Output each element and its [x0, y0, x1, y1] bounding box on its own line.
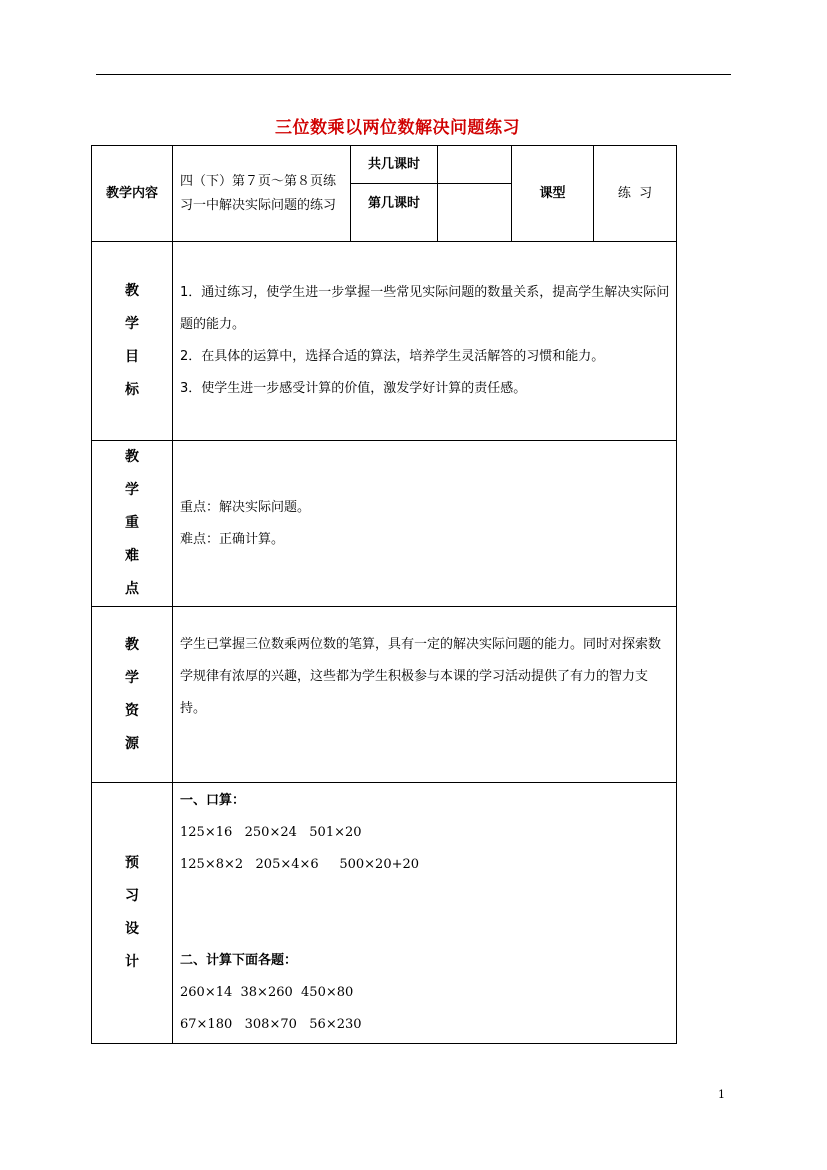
objective-item: 2．在具体的运算中，选择合适的算法，培养学生灵活解答的习惯和能力。 — [180, 349, 605, 364]
key-points-content — [173, 441, 677, 607]
preview-label: 预习设计 — [125, 855, 139, 970]
preview-section2-line: 260×14 38×260 450×80 — [180, 985, 354, 1000]
objectives-content — [173, 242, 677, 441]
total-lessons-label: 共几课时 — [351, 146, 438, 184]
preview-section2-title: 二、计算下面各题： — [180, 953, 298, 968]
objective-item: 1．通过练习，使学生进一步掌握一些常见实际问题的数量关系，提高学生解决实际问题的能力。 — [180, 285, 670, 332]
teaching-content-label: 教学内容 — [92, 146, 173, 242]
page-number: 1 — [718, 1088, 725, 1101]
objective-item: 3．使学生进一步感受计算的价值，激发学好计算的责任感。 — [180, 381, 527, 396]
current-lesson-value — [438, 184, 512, 242]
key-point-focus: 重点：解决实际问题。 — [180, 499, 311, 515]
resources-text: 学生已掌握三位数乘两位数的笔算，具有一定的解决实际问题的能力。同时对探索数学规律有浓厚的兴趣，这些都为学生积极参与本课的学习活动提供了有力的智力支持。 — [180, 637, 662, 716]
current-lesson-label: 第几课时 — [351, 184, 438, 242]
preview-section1-line: 125×16 250×24 501×20 — [180, 825, 362, 840]
total-lessons-value — [438, 146, 512, 184]
key-point-difficulty: 难点：正确计算。 — [180, 531, 285, 547]
preview-section2-line: 67×180 308×70 56×230 — [180, 1017, 362, 1032]
preview-content — [173, 783, 677, 1044]
header-rule — [96, 74, 731, 75]
teaching-content-text: 四（下）第７页～第８页练习一中解决实际问题的练习 — [173, 146, 351, 242]
preview-section1-title: 一、口算： — [180, 793, 246, 808]
lesson-type-label: 课型 — [512, 146, 594, 242]
lesson-plan-table — [91, 145, 677, 1044]
document-title: 三位数乘以两位数解决问题练习 — [275, 118, 520, 138]
resources-content — [173, 607, 677, 783]
resources-label: 教学资源 — [125, 636, 139, 752]
objectives-label: 教学目标 — [125, 283, 139, 398]
preview-section1-line: 125×8×2 205×4×6 500×20+20 — [180, 857, 420, 872]
lesson-type-value: 练 习 — [594, 146, 677, 242]
key-points-label: 教学重难点 — [125, 449, 139, 597]
